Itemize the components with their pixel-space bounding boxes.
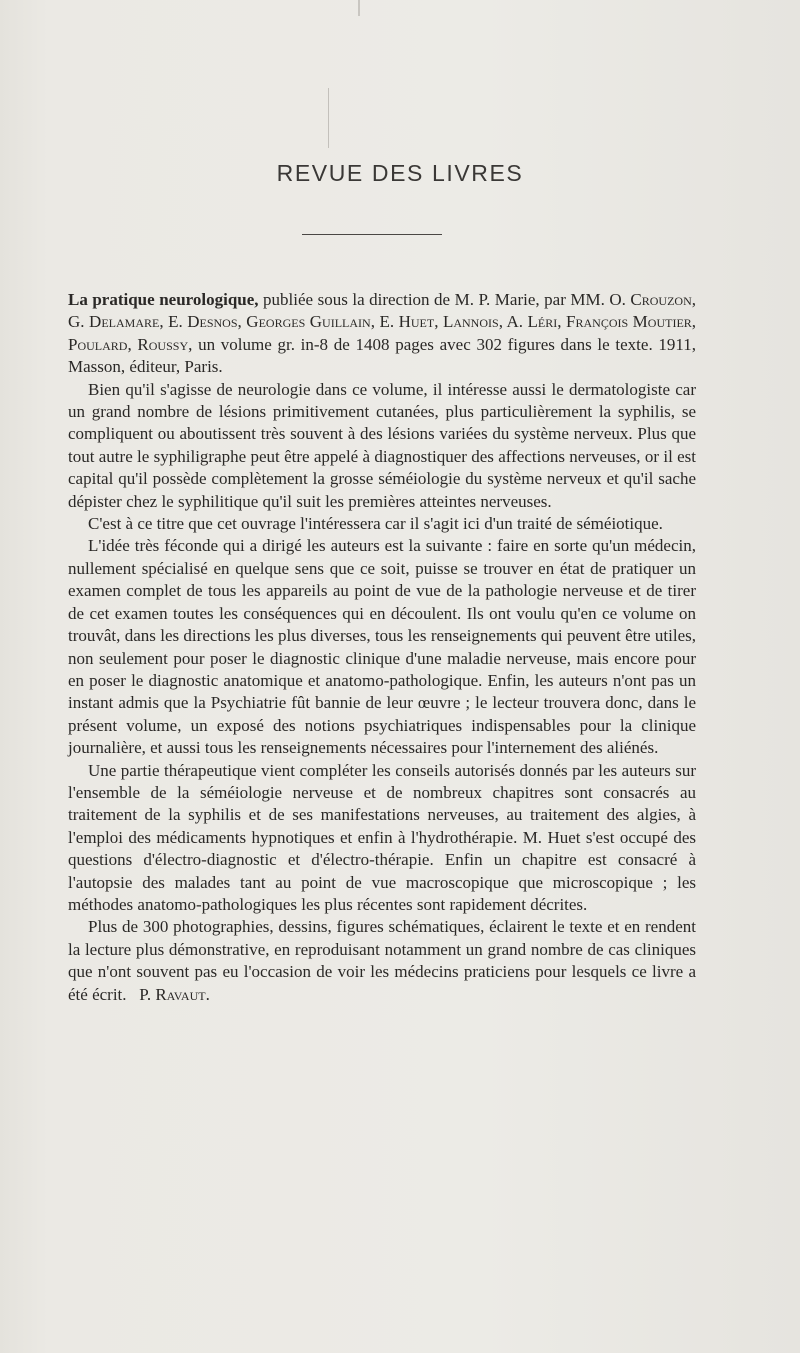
author-name: Crouzon	[630, 290, 692, 309]
author-name: Delamare	[89, 312, 160, 332]
separator: ,	[127, 334, 138, 354]
author-name: Léri	[527, 312, 558, 332]
closing-paragraph	[68, 916, 696, 1006]
book-title: La pratique neurologique,	[68, 290, 259, 309]
author-name: Roussy	[137, 334, 189, 354]
author-name: François Moutier	[566, 312, 692, 332]
separator: ,	[557, 312, 567, 332]
citation-intro: publiée sous la direction de M. P. Marie, par MM. O.	[258, 290, 631, 309]
separator: , E.	[370, 312, 399, 332]
review-paragraph: Bien qu'il s'agisse de neurologie dans ce volume, il intéresse aussi le dermatologiste car un grand nombre de lésions primitivement cutanées, plus particulièrement la syphilis, se compliquent ou aboutissent très souvent à des lésions variées du système nerveux. Plus que tout autre le syphiligraphe peut être appelé à diagnostiquer des affections nerveuses, or il est capital qu'il possède complètement la grosse séméiologie du système nerveux et qu'il sache dépister chez le syphilitique qu'il suit les premières atteintes nerveuses.	[68, 379, 696, 511]
separator: ,	[691, 312, 697, 332]
review-body	[68, 289, 696, 1006]
author-name: Lannois	[442, 312, 499, 332]
closing-text: Plus de 300 photographies, dessins, figures schématiques, éclairent le texte et en rendent la lecture plus démonstrative, en reproduisant notamment un grand nombre de cas cliniques que n'ont souvent pas eu l'occasion de voir les médecins praticiens pour lesquels ce livre a été écrit.	[68, 917, 696, 1004]
author-name: Poulard	[68, 334, 128, 354]
separator: ,	[434, 312, 443, 332]
reviewer-signature: P. Ravaut.	[139, 984, 210, 1004]
review-paragraph: C'est à ce titre que cet ouvrage l'intéressera car il s'agit ici d'un traité de séméiotique.	[88, 514, 663, 534]
review-paragraph: Une partie thérapeutique vient compléter les conseils autorisés donnés par les auteurs sur l'ensemble de la séméiologie nerveuse et de nombreux chapitres sont consacrés au traitement de la syphilis et de ses manifestations nerveuses, au traitement des algies, à l'emploi des médicaments hypnotiques et enfin à l'hydrothérapie. M. Huet s'est occupé des questions d'électro-diagnostic et d'électro-thérapie. Enfin un chapitre est consacré à l'autopsie des malades tant au point de vue macroscopique que microscopique ; les méthodes anatomo-pathologiques les plus récentes sont rapidement décrites.	[68, 760, 696, 914]
page-fold-line	[328, 88, 329, 148]
page-crease	[358, 0, 360, 16]
review-paragraph: L'idée très féconde qui a dirigé les auteurs est la suivante : faire en sorte qu'un médecin, nullement spécialisé en quelque sens que ce soit, puisse se trouver en état de pratiquer un examen complet de tous les appareils au point de vue de la pathologie nerveuse et de tirer de cet examen toutes les conséquences qui en découlent. Ils ont voulu qu'en ce volume on trouvât, dans les directions les plus diverses, tous les renseignements qui peuvent être utiles, non seulement pour poser le diagnostic clinique d'une maladie nerveuse, mais encore pour en poser le diagnostic anatomique et anatomo-pathologique. Enfin, les auteurs n'ont pas un instant admis que la Psychiatrie fût bannie de leur œuvre ; le lecteur trouvera donc, dans le présent volume, un exposé des notions psychiatriques indispensables pour la clinique journalière, et aussi tous les renseignements nécessaires pour l'internement des aliénés.	[68, 536, 696, 758]
separator: ,	[237, 312, 247, 332]
separator: , E.	[159, 312, 188, 332]
page-heading: REVUE DES LIVRES	[276, 160, 524, 186]
separator: , A.	[498, 312, 528, 332]
citation-details: , un volume gr. in-8 de 1408 pages avec 302 figures dans le texte. 1911, Masson, éditeur, Paris.	[68, 334, 697, 377]
author-name: Desnos	[187, 312, 238, 332]
author-name: Huet	[398, 312, 435, 332]
separator: , G.	[68, 290, 696, 332]
citation-paragraph	[68, 289, 696, 379]
author-name: Georges Guillain	[246, 312, 371, 332]
heading-rule	[302, 234, 442, 235]
